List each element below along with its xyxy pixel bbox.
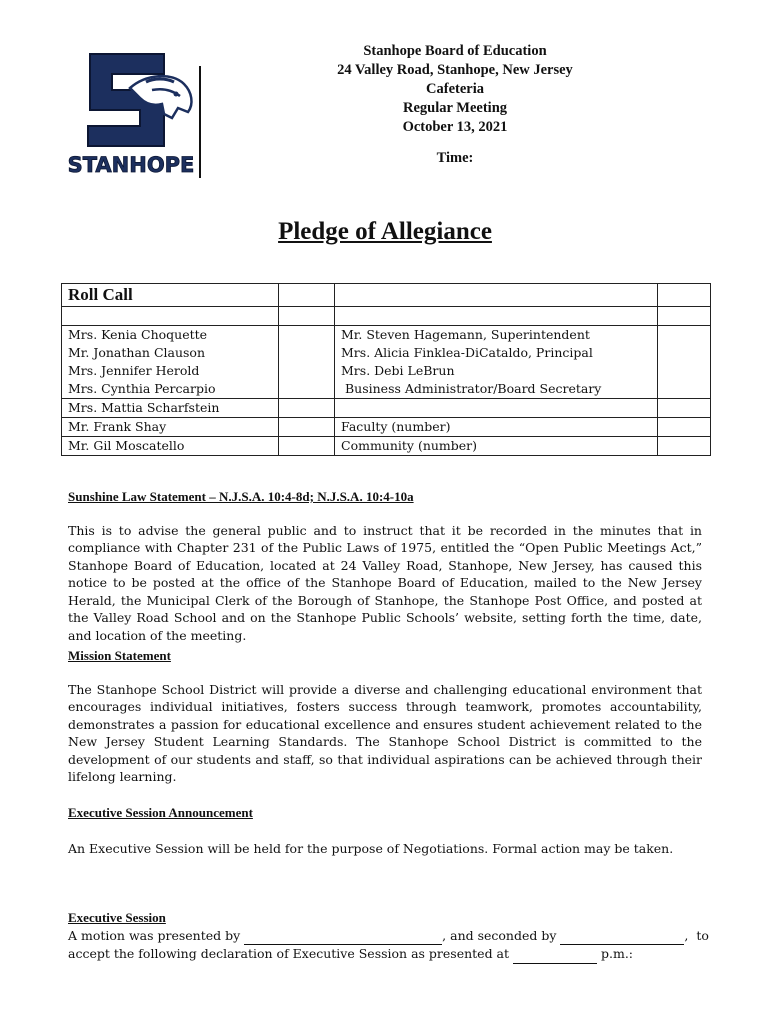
roll-call-table [61, 283, 711, 456]
board-member: Mrs. Mattia Scharfstein [62, 399, 279, 418]
board-member: Mr. Frank Shay [62, 418, 279, 437]
executive-session-section [68, 909, 709, 964]
table-row [62, 307, 711, 326]
board-members-cell [62, 326, 279, 399]
staff-member: Mr. Steven Hagemann, Superintendent [341, 327, 590, 342]
staff-member: Business Administrator/Board Secretary [341, 381, 602, 396]
sunshine-law-text: This is to advise the general public and to instruct that it be recorded in the minutes that in compliance with Chapter 231 of the Public Laws of 1975, entitled the “Open Public Meetings Act,” Stanhope Board of Education, located at 24 Valley Road, Stanhope, New Jersey, has caused this notice to be posted at the office of the Stanhope Board of Education, mailed to the New Jersey Herald, the Municipal Clerk of the Borough of Stanhope, the Stanhope Post Office, and posted at the Valley Road School and on the Stanhope Public Schools’ website, setting forth the time, date, and location of the meeting. [68, 522, 702, 643]
executive-announcement-text: An Executive Session will be held for the purpose of Negotiations. Formal action may be taken. [68, 840, 674, 856]
logo-text: STANHOPE [68, 153, 195, 177]
board-member: Mr. Gil Moscatello [62, 437, 279, 456]
table-row [62, 284, 711, 307]
board-member: Mrs. Jennifer Herold [68, 363, 200, 378]
table-row [62, 418, 711, 437]
board-member: Mrs. Cynthia Percarpio [68, 381, 216, 396]
time-blank [513, 945, 597, 964]
faculty-count-label: Faculty (number) [335, 418, 658, 437]
meeting-header [300, 42, 610, 168]
sunshine-law-section [68, 488, 702, 644]
header-line: Cafeteria [426, 81, 484, 97]
page-title: Pledge of Allegiance [278, 218, 492, 245]
stanhope-logo-icon [68, 48, 196, 178]
motion-seconder-blank [560, 927, 684, 946]
time-label: Time: [436, 150, 474, 166]
header-line: Regular Meeting [402, 100, 508, 116]
table-row [62, 326, 711, 399]
header-line: Stanhope Board of Education [363, 43, 547, 59]
table-row [62, 399, 711, 418]
motion-line: A motion was presented by , and seconded by , to [68, 927, 702, 946]
header-line: 24 Valley Road, Stanhope, New Jersey [337, 62, 573, 78]
header-line: October 13, 2021 [402, 119, 508, 135]
community-count-label: Community (number) [335, 437, 658, 456]
staff-member: Mrs. Debi LeBrun [341, 363, 455, 378]
executive-announcement-section [68, 804, 702, 857]
declaration-line: accept the following declaration of Executive Session as presented at p.m.: [68, 945, 702, 964]
sunshine-law-heading: Sunshine Law Statement – N.J.S.A. 10:4-8d; N.J.S.A. 10:4-10a [68, 489, 414, 504]
logo-divider [199, 66, 201, 178]
board-member: Mrs. Kenia Choquette [68, 327, 208, 342]
mission-heading: Mission Statement [68, 648, 171, 663]
executive-announcement-heading: Executive Session Announcement [68, 805, 253, 820]
stanhope-logo [68, 48, 196, 178]
staff-cell [335, 326, 658, 399]
table-row [62, 437, 711, 456]
executive-session-heading: Executive Session [68, 910, 166, 925]
roll-call-title: Roll Call [62, 284, 279, 307]
mission-text: The Stanhope School District will provide a diverse and challenging educational environment that encourages individual initiatives, fosters success through teamwork, promotes accountability, demonstrates a passion for educational excellence and ensures student achievement related to the New Jersey Student Learning Standards. The Stanhope School District is committed to the development of our students and staff, so that individual aspirations can be achieved through their lifelong learning. [68, 681, 702, 784]
board-member: Mr. Jonathan Clauson [68, 345, 205, 360]
mission-section [68, 647, 702, 786]
motion-presenter-blank [244, 927, 442, 946]
staff-member: Mrs. Alicia Finklea-DiCataldo, Principal [341, 345, 593, 360]
